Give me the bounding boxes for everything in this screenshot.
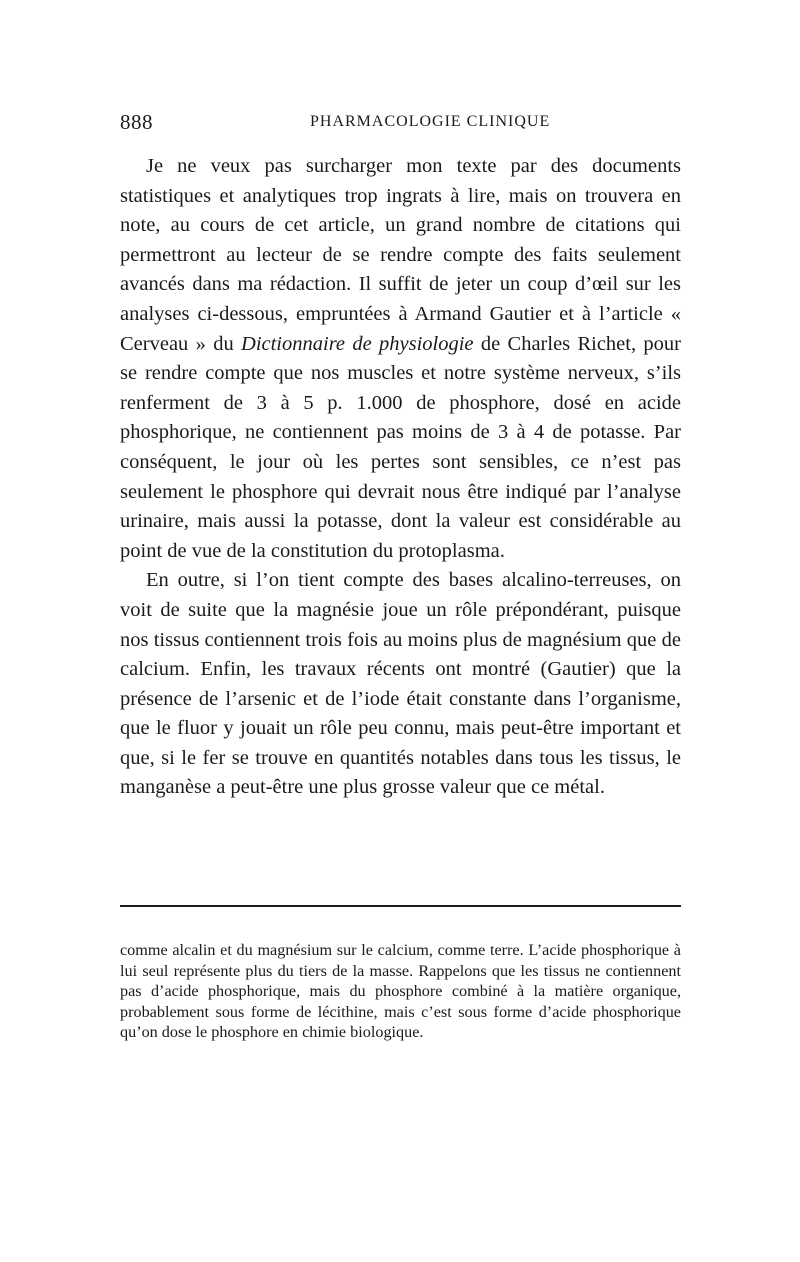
page-number: 888 [120, 110, 153, 134]
paragraph-1-text-b: de Charles Richet, pour se rendre compte que nos muscles et notre système nerveux, s’ils renferment de 3 à 5 p. 1.000 de phosphore, dosé en acide phosphorique, ne contiennent pas moins de 3 à 4 de potasse. Par conséquent, le jour où les pertes sont sensibles, ce n’est pas seulement le phosphore qui devrait nous être indiqué par l’analyse urinaire, mais aussi la potasse, dont la valeur est considérable au point de vue de la constitution du protoplasma. [120, 332, 681, 562]
paragraph-2: En outre, si l’on tient compte des bases alcalino-terreuses, on voit de suite que la magnésie joue un rôle prépondérant, puisque nos tissus contiennent trois fois au moins plus de magnésium que de calcium. Enfin, les travaux récents ont montré (Gautier) que la présence de l’arsenic et de l’iode était constante dans l’organisme, que le fluor y jouait un rôle peu connu, mais peut-être important et que, si le fer se trouve en quantités notables dans tous les tissus, le manganèse a peut-être une plus grosse valeur que ce métal. [120, 569, 681, 799]
footnote-text: comme alcalin et du magnésium sur le calcium, comme terre. L’acide phosphorique à lui seul représente plus du tiers de la masse. Rappelons que les tissus ne contiennent pas d’acide phosphorique, mais du phosphore combiné à la matière organique, probablement sous forme de lécithine, mais c’est sous forme d’acide phosphorique qu’on dose le phosphore en chimie biologique. [120, 941, 681, 1042]
footnote-separator [120, 905, 681, 907]
paragraph-1 [120, 152, 681, 566]
dictionary-title: Dictionnaire de physiologie [241, 332, 474, 355]
paragraph-1-text-a: Je ne veux pas surcharger mon texte par des documents statistiques et analytiques trop ingrats à lire, mais on trouvera en note, au cours de cet article, un grand nombre de citations qui permettront au lecteur de se rendre compte des faits seulement avancés dans ma rédaction. Il suffit de jeter un coup d’œil sur les analyses ci-dessous, empruntées à Armand Gautier et à l’article « Cerveau » du [120, 155, 681, 355]
footnote [120, 940, 681, 1043]
main-text [120, 152, 681, 803]
running-title: PHARMACOLOGIE CLINIQUE [310, 113, 551, 130]
page-header [120, 110, 680, 138]
